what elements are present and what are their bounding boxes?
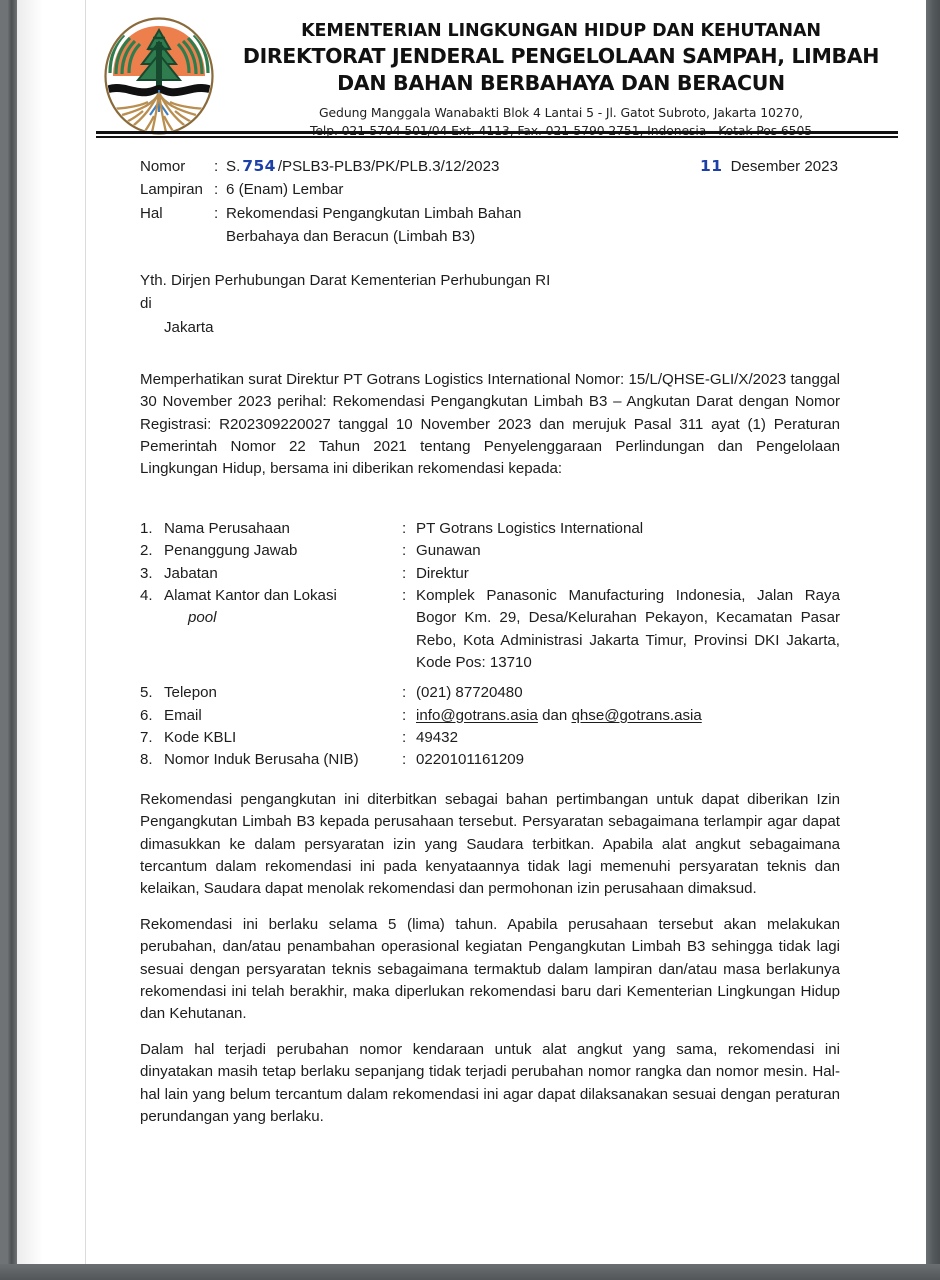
letter-date — [700, 155, 920, 178]
company-detail-row-4 — [140, 585, 840, 674]
row-colon: : — [402, 520, 407, 537]
row-value: 0220101161209 — [416, 751, 525, 769]
company-detail-row-8 — [140, 749, 840, 771]
row-colon: : — [402, 542, 407, 560]
company-detail-row-3 — [140, 563, 840, 585]
row-value: 49432 — [416, 728, 458, 746]
reference-row-hal — [140, 203, 700, 225]
date-day-handwritten: 11 — [700, 157, 723, 175]
row-colon: : — [402, 751, 407, 769]
ministry-name: KEMENTERIAN LINGKUNGAN HIDUP DAN KEHUTANAN — [301, 21, 821, 41]
reference-row-lampiran — [140, 179, 700, 201]
letterhead — [96, 14, 896, 141]
company-detail-row-1 — [140, 518, 840, 540]
divider-thin-rule — [96, 136, 898, 138]
row-number: 4. — [140, 586, 153, 604]
company-details-list — [140, 518, 840, 772]
row-label: Alamat Kantor dan Lokasi — [164, 586, 337, 604]
hal-label: Hal — [140, 204, 163, 222]
row-number: 1. — [140, 520, 153, 537]
hal-value-line2: Berbahaya dan Beracun (Limbah B3) — [226, 227, 476, 245]
closing-paragraph-1: Rekomendasi pengangkutan ini diterbitkan sebagai bahan pertimbangan untuk dapat diberikan Izin Pengangkutan Limbah B3 kepada perusahaan tersebut. Persyaratan sebagaimana terlampir agar dapat dimasukkan ke dalam persyaratan izin yang Saudara terbitkan. Apabila alat angkut sebagaimana tercantum dalam rekomendasi ini pada kenyataannya tidak lagi memenuhi persyaratan teknis dan kelaikan, Saudara dapat menolak rekomendasi dan permohonan izin perusahaan dimaksud. — [140, 791, 840, 898]
row-colon: : — [402, 586, 407, 604]
nomor-value — [226, 155, 700, 178]
addressee-name: Yth. Dirjen Perhubungan Darat Kementerian Perhubungan RI — [140, 272, 551, 289]
row-label-block — [164, 585, 402, 630]
email-secondary[interactable]: qhse@gotrans.asia — [571, 706, 702, 724]
row-colon: : — [402, 706, 407, 724]
directorate-name-line2: DAN BAHAN BERBAHAYA DAN BERACUN — [337, 71, 785, 96]
row-colon: : — [402, 728, 407, 746]
row-value: Komplek Panasonic Manufacturing Indonesia, Jalan Raya Bogor Km. 29, Desa/Kelurahan Pekayon, Kecamatan Pasar Rebo, Kota Administrasi Jakarta Timur, Provinsi DKI Jakarta, Kode Pos: 13710 — [416, 586, 840, 671]
row-label: Telepon — [164, 684, 217, 702]
row-number: 8. — [140, 751, 153, 769]
ministry-emblem-icon — [96, 16, 222, 138]
closing-paragraph-2: Rekomendasi ini berlaku selama 5 (lima) tahun. Apabila perusahaan tersebut akan melakukan perubahan, dan/atau penambahan operasional kegiatan Pengangkutan Limbah B3 sehingga tidak lagi sesuai dengan persyaratan teknis sebagaimana termaktub dalam lampiran dan/atau masa berlakunya rekomendasi ini telah berakhir, maka diperlukan rekomendasi baru dari Kementerian Lingkungan Hidup dan Kehutanan. — [140, 916, 840, 1023]
row-label: Nama Perusahaan — [164, 520, 290, 537]
row-label: Jabatan — [164, 564, 218, 582]
hal-value-line1: Rekomendasi Pengangkutan Limbah Bahan — [226, 204, 522, 222]
company-detail-row-6 — [140, 705, 840, 727]
row-label: Nomor Induk Berusaha (NIB) — [164, 751, 359, 769]
closing-paragraph-3: Dalam hal terjadi perubahan nomor kendaraan untuk alat angkut yang sama, rekomendasi ini dinyatakan masih tetap berlaku sepanjang tidak terjadi perubahan nomor rangka dan nomor mesin. Hal-hal lain yang belum tercantum dalam rekomendasi ini agar dapat dilaksanakan sesuai dengan peraturan perundangan yang berlaku. — [140, 1041, 840, 1125]
nomor-prefix: S. — [226, 158, 241, 175]
row-sublabel: pool — [188, 609, 217, 627]
letterhead-address-line1: Gedung Manggala Wanabakti Blok 4 Lantai 5 - Jl. Gatot Subroto, Jakarta 10270, — [319, 104, 803, 120]
addressee-city: Jakarta — [164, 318, 214, 336]
row-value: Gunawan — [416, 542, 481, 560]
opening-paragraph: Memperhatikan surat Direktur PT Gotrans Logistics International Nomor: 15/L/QHSE-GLI/X/2023 tanggal 30 November 2023 perihal: Rekomendasi Pengangkutan Limbah B3 – Angkutan Darat dengan Nomor Registrasi: R202309220027 tanggal 10 November 2023 dan merujuk Pasal 311 ayat (1) Peraturan Pemerintah Nomor 22 Tahun 2021 tentang Penyelenggaraan Perlindungan dan Pengelolaan Lingkungan Hidup, bersama ini diberikan rekomendasi kepada: — [140, 371, 840, 478]
reference-row-nomor — [140, 155, 700, 178]
email-primary[interactable]: info@gotrans.asia — [416, 706, 538, 724]
row-value: Direktur — [416, 564, 469, 582]
ministry-logo-container — [96, 14, 222, 138]
row-number: 5. — [140, 684, 153, 702]
nomor-handwritten-number: 754 — [242, 157, 276, 175]
lampiran-colon: : — [214, 181, 219, 199]
row-label: Email — [164, 706, 202, 724]
row-number: 3. — [140, 564, 153, 582]
company-detail-row-7 — [140, 727, 840, 749]
lampiran-value: 6 (Enam) Lembar — [226, 181, 344, 199]
company-detail-row-2 — [140, 540, 840, 562]
lampiran-label: Lampiran — [140, 181, 203, 199]
nomor-colon: : — [214, 158, 219, 175]
addressee-preposition: di — [140, 295, 152, 313]
directorate-name-line1: DIREKTORAT JENDERAL PENGELOLAAN SAMPAH, LIMBAH — [242, 44, 880, 69]
nomor-suffix: /PSLB3-PLB3/PK/PLB.3/12/2023 — [277, 158, 500, 175]
addressee-block — [140, 270, 780, 340]
row-value: PT Gotrans Logistics International — [416, 520, 644, 537]
nomor-label: Nomor — [140, 158, 186, 175]
row-number: 7. — [140, 728, 153, 746]
row-number: 6. — [140, 706, 153, 724]
row-number: 2. — [140, 542, 153, 560]
letterhead-titles — [222, 14, 896, 141]
letterhead-divider — [96, 131, 898, 138]
hal-colon: : — [214, 204, 219, 222]
email-conjunction: dan — [542, 706, 568, 724]
letter-reference-block — [140, 155, 700, 248]
row-label: Kode KBLI — [164, 728, 237, 746]
row-colon: : — [402, 684, 407, 702]
company-detail-row-5 — [140, 682, 840, 704]
row-value: (021) 87720480 — [416, 684, 523, 702]
date-month-year: Desember 2023 — [730, 158, 838, 175]
row-colon: : — [402, 564, 407, 582]
row-label: Penanggung Jawab — [164, 542, 298, 560]
row-value — [416, 705, 840, 727]
